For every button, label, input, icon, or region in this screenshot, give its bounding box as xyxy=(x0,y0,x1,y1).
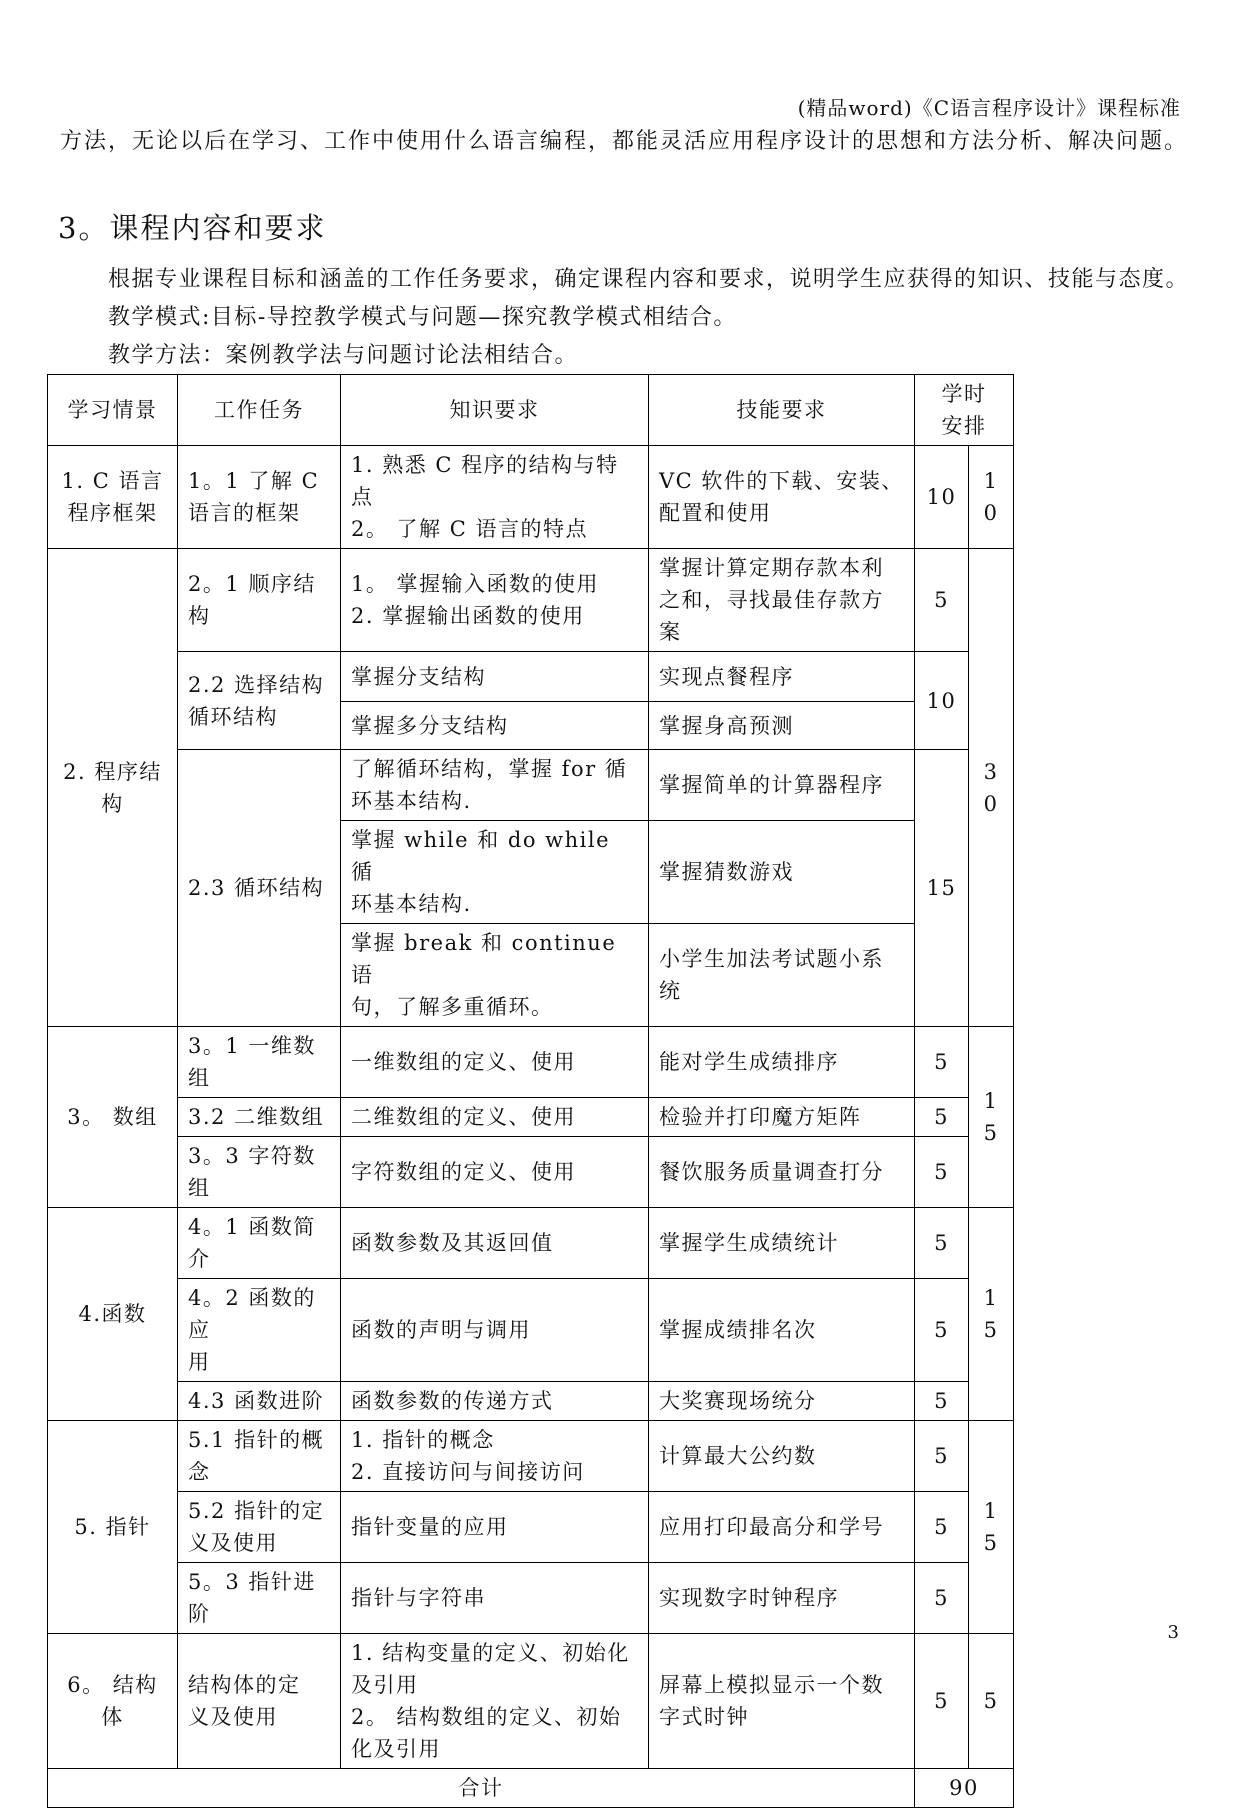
task-cell: 3。3 字符数 组 xyxy=(178,1137,341,1208)
knowledge-cell: 1. 熟悉 C 程序的结构与特 点 2。 了解 C 语言的特点 xyxy=(341,446,649,549)
total-cell: 5 xyxy=(969,1634,1014,1769)
skill-cell: 掌握学生成绩统计 xyxy=(649,1208,915,1279)
task-cell: 5.1 指针的概 念 xyxy=(178,1421,341,1492)
intro-text: 方法，无论以后在学习、工作中使用什么语言编程，都能灵活应用程序设计的思想和方法分析、解决问题。 xyxy=(60,129,1189,154)
table-header-row xyxy=(48,375,1014,446)
skill-cell: 掌握简单的计算器程序 xyxy=(649,750,915,821)
skill-cell: 计算最大公约数 xyxy=(649,1421,915,1492)
skill-cell: 掌握身高预测 xyxy=(649,702,915,750)
hours-cell: 5 xyxy=(915,1563,969,1634)
table-row xyxy=(48,1098,1014,1137)
table-footer-row xyxy=(48,1769,1014,1808)
hours-cell: 5 xyxy=(915,1279,969,1382)
knowledge-cell: 函数的声明与调用 xyxy=(341,1279,649,1382)
knowledge-cell: 掌握 while 和 do while 循 环基本结构. xyxy=(341,821,649,924)
hours-cell: 5 xyxy=(915,549,969,652)
skill-cell: 掌握猜数游戏 xyxy=(649,821,915,924)
knowledge-cell: 了解循环结构，掌握 for 循 环基本结构. xyxy=(341,750,649,821)
knowledge-cell: 掌握分支结构 xyxy=(341,652,649,702)
skill-cell: 小学生加法考试题小系 统 xyxy=(649,924,915,1027)
knowledge-cell: 指针与字符串 xyxy=(341,1563,649,1634)
knowledge-cell: 掌握 break 和 continue 语 句，了解多重循环。 xyxy=(341,924,649,1027)
skill-cell: 屏幕上模拟显示一个数 字式时钟 xyxy=(649,1634,915,1769)
paragraph-teaching-mode: 教学模式:目标-导控教学模式与问题—探究教学模式相结合。 xyxy=(108,305,737,330)
paragraph-teaching-method: 教学方法：案例教学法与问题讨论法相结合。 xyxy=(108,343,579,368)
table-row xyxy=(48,1382,1014,1421)
total-label: 合计 xyxy=(48,1769,915,1808)
knowledge-cell: 1. 指针的概念 2. 直接访问与间接访问 xyxy=(341,1421,649,1492)
header-situation: 学习情景 xyxy=(48,375,178,446)
knowledge-cell: 函数参数的传递方式 xyxy=(341,1382,649,1421)
knowledge-cell: 1. 结构变量的定义、初始化 及引用 2。 结构数组的定义、初始 化及引用 xyxy=(341,1634,649,1769)
knowledge-cell: 一维数组的定义、使用 xyxy=(341,1027,649,1098)
skill-cell: 实现点餐程序 xyxy=(649,652,915,702)
knowledge-cell: 指针变量的应用 xyxy=(341,1492,649,1563)
hours-cell: 5 xyxy=(915,1098,969,1137)
table-row xyxy=(48,1634,1014,1769)
knowledge-cell: 字符数组的定义、使用 xyxy=(341,1137,649,1208)
task-cell: 4。1 函数简介 xyxy=(178,1208,341,1279)
skill-cell: 实现数字时钟程序 xyxy=(649,1563,915,1634)
table-row xyxy=(48,1563,1014,1634)
skill-cell: VC 软件的下载、安装、 配置和使用 xyxy=(649,446,915,549)
total-cell: 1 0 xyxy=(969,446,1014,549)
table-row xyxy=(48,1279,1014,1382)
table-row xyxy=(48,1492,1014,1563)
task-cell: 2。1 顺序结 构 xyxy=(178,549,341,652)
situation-cell: 4.函数 xyxy=(48,1208,178,1421)
header-task: 工作任务 xyxy=(178,375,341,446)
header-knowledge: 知识要求 xyxy=(341,375,649,446)
situation-cell: 6。 结构 体 xyxy=(48,1634,178,1769)
course-content-table xyxy=(47,374,1014,1808)
skill-cell: 掌握成绩排名次 xyxy=(649,1279,915,1382)
page-header: (精品word)《C语言程序设计》课程标准 xyxy=(797,96,1181,120)
task-cell: 4.3 函数进阶 xyxy=(178,1382,341,1421)
task-cell: 3.2 二维数组 xyxy=(178,1098,341,1137)
hours-cell: 5 xyxy=(915,1634,969,1769)
hours-cell: 5 xyxy=(915,1137,969,1208)
table-row xyxy=(48,549,1014,652)
hours-cell: 15 xyxy=(915,750,969,1027)
total-cell: 1 5 xyxy=(969,1208,1014,1421)
total-cell: 1 5 xyxy=(969,1421,1014,1634)
skill-cell: 掌握计算定期存款本利 之和，寻找最佳存款方 案 xyxy=(649,549,915,652)
task-cell: 结构体的定 义及使用 xyxy=(178,1634,341,1769)
table-row xyxy=(48,1137,1014,1208)
knowledge-cell: 二维数组的定义、使用 xyxy=(341,1098,649,1137)
hours-cell: 10 xyxy=(915,446,969,549)
skill-cell: 大奖赛现场统分 xyxy=(649,1382,915,1421)
situation-cell: 3。 数组 xyxy=(48,1027,178,1208)
header-hours: 学时 安排 xyxy=(915,375,1014,446)
knowledge-cell: 1。 掌握输入函数的使用 2. 掌握输出函数的使用 xyxy=(341,549,649,652)
page-number: 3 xyxy=(1167,1622,1179,1643)
task-cell: 5。3 指针进阶 xyxy=(178,1563,341,1634)
task-cell: 2.2 选择结构 循环结构 xyxy=(178,652,341,750)
task-cell: 3。1 一维数 组 xyxy=(178,1027,341,1098)
total-hours: 90 xyxy=(915,1769,1014,1808)
task-cell: 1。1 了解 C 语言的框架 xyxy=(178,446,341,549)
knowledge-cell: 函数参数及其返回值 xyxy=(341,1208,649,1279)
task-cell: 4。2 函数的应 用 xyxy=(178,1279,341,1382)
hours-cell: 10 xyxy=(915,652,969,750)
table-row xyxy=(48,1027,1014,1098)
hours-cell: 5 xyxy=(915,1421,969,1492)
section-title: 3。课程内容和要求 xyxy=(58,211,327,245)
situation-cell: 1. C 语言 程序框架 xyxy=(48,446,178,549)
task-cell: 5.2 指针的定 义及使用 xyxy=(178,1492,341,1563)
skill-cell: 应用打印最高分和学号 xyxy=(649,1492,915,1563)
situation-cell: 5. 指针 xyxy=(48,1421,178,1634)
situation-cell: 2. 程序结 构 xyxy=(48,549,178,1027)
skill-cell: 能对学生成绩排序 xyxy=(649,1027,915,1098)
table-row xyxy=(48,1208,1014,1279)
total-cell: 3 0 xyxy=(969,549,1014,1027)
table-row xyxy=(48,750,1014,821)
hours-cell: 5 xyxy=(915,1492,969,1563)
table-row xyxy=(48,1421,1014,1492)
paragraph-requirements: 根据专业课程目标和涵盖的工作任务要求，确定课程内容和要求，说明学生应获得的知识、技能与态度。 xyxy=(108,267,1190,292)
task-cell: 2.3 循环结构 xyxy=(178,750,341,1027)
table-row xyxy=(48,652,1014,702)
table-row xyxy=(48,446,1014,549)
skill-cell: 检验并打印魔方矩阵 xyxy=(649,1098,915,1137)
hours-cell: 5 xyxy=(915,1208,969,1279)
total-cell: 1 5 xyxy=(969,1027,1014,1208)
hours-cell: 5 xyxy=(915,1027,969,1098)
knowledge-cell: 掌握多分支结构 xyxy=(341,702,649,750)
hours-cell: 5 xyxy=(915,1382,969,1421)
skill-cell: 餐饮服务质量调查打分 xyxy=(649,1137,915,1208)
header-skill: 技能要求 xyxy=(649,375,915,446)
